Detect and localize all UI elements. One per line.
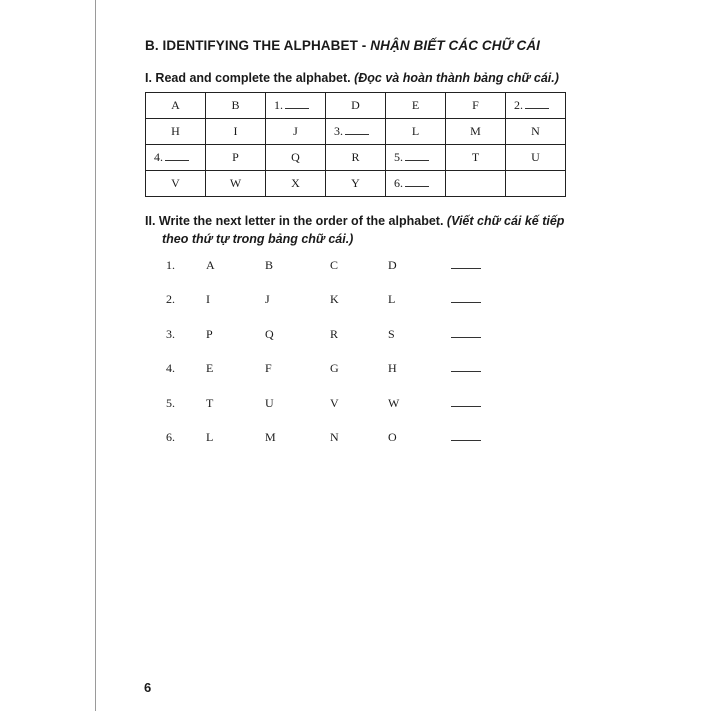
alphabet-letter-cell: R: [326, 145, 386, 171]
sequence-row: [0, 258, 711, 276]
answer-blank-line[interactable]: [405, 151, 429, 161]
alphabet-letter-cell: M: [446, 119, 506, 145]
alphabet-letter-cell: N: [506, 119, 566, 145]
sequence-letter: F: [265, 361, 272, 375]
page-binding-edge: [95, 0, 96, 711]
alphabet-letter-cell: U: [506, 145, 566, 171]
alphabet-letter-cell: L: [386, 119, 446, 145]
alphabet-letter-cell: F: [446, 93, 506, 119]
sequence-number: 2.: [166, 292, 175, 306]
sequence-letter: U: [265, 396, 274, 410]
sequence-letter: D: [388, 258, 397, 272]
sequence-letter: E: [206, 361, 214, 375]
alphabet-letter-cell: J: [266, 119, 326, 145]
sequence-letter: A: [206, 258, 215, 272]
alphabet-letter-cell: T: [446, 145, 506, 171]
sequence-letter: S: [388, 327, 395, 341]
sequence-letter: C: [330, 258, 339, 272]
blank-number: 1.: [274, 98, 283, 112]
sequence-letter: J: [265, 292, 270, 306]
sequence-letter: W: [388, 396, 400, 410]
sequence-row: [0, 292, 711, 310]
answer-blank-line[interactable]: [451, 371, 481, 372]
sequence-number: 1.: [166, 258, 175, 272]
sequence-letter: T: [206, 396, 214, 410]
answer-blank-line[interactable]: [345, 125, 369, 135]
sequence-row: [0, 361, 711, 379]
alphabet-letter-cell: P: [206, 145, 266, 171]
sequence-letter: I: [206, 292, 210, 306]
sequence-letter: N: [330, 430, 339, 444]
alphabet-row: [146, 119, 566, 145]
page-number: 6: [144, 680, 152, 695]
sequence-letter: B: [265, 258, 274, 272]
section-title-vn: NHẬN BIẾT CÁC CHỮ CÁI: [370, 38, 541, 53]
sequence-number: 4.: [166, 361, 175, 375]
exercise-2-heading: [145, 212, 585, 248]
sequence-letter: G: [330, 361, 339, 375]
sequence-letter: P: [206, 327, 213, 341]
sequence-letter: Q: [265, 327, 274, 341]
alphabet-table: [145, 92, 566, 197]
alphabet-row: [146, 171, 566, 197]
alphabet-blank-cell: [386, 171, 446, 197]
sequence-number: 6.: [166, 430, 175, 444]
alphabet-letter-cell: Y: [326, 171, 386, 197]
exercise-2-instruction: II. Write the next letter in the order of the alphabet.: [145, 214, 444, 228]
alphabet-letter-cell: W: [206, 171, 266, 197]
answer-blank-line[interactable]: [451, 406, 481, 407]
alphabet-blank-cell: [326, 119, 386, 145]
sequence-number: 3.: [166, 327, 175, 341]
blank-number: 3.: [334, 124, 343, 138]
alphabet-empty-cell: [446, 171, 506, 197]
alphabet-letter-cell: H: [146, 119, 206, 145]
answer-blank-line[interactable]: [405, 177, 429, 187]
exercise-2-instruction-vn-cont: theo thứ tự trong bảng chữ cái.): [162, 232, 354, 246]
blank-number: 2.: [514, 98, 523, 112]
answer-blank-line[interactable]: [285, 99, 309, 109]
answer-blank-line[interactable]: [451, 440, 481, 441]
answer-blank-line[interactable]: [451, 337, 481, 338]
alphabet-blank-cell: [266, 93, 326, 119]
sequence-row: [0, 430, 711, 448]
alphabet-letter-cell: E: [386, 93, 446, 119]
sequence-letter: R: [330, 327, 339, 341]
sequence-letter: H: [388, 361, 397, 375]
alphabet-empty-cell: [506, 171, 566, 197]
exercise-1-heading: [145, 71, 559, 85]
alphabet-letter-cell: I: [206, 119, 266, 145]
blank-number: 4.: [154, 150, 163, 164]
blank-number: 5.: [394, 150, 403, 164]
section-title-en: B. IDENTIFYING THE ALPHABET -: [145, 38, 367, 53]
blank-number: 6.: [394, 176, 403, 190]
sequence-letter: L: [388, 292, 396, 306]
exercise-1-instruction-vn: (Đọc và hoàn thành bảng chữ cái.): [354, 71, 559, 85]
alphabet-letter-cell: Q: [266, 145, 326, 171]
exercise-2-instruction-vn: (Viết chữ cái kế tiếp: [446, 214, 565, 228]
sequence-row: [0, 327, 711, 345]
sequence-letter: L: [206, 430, 214, 444]
sequence-number: 5.: [166, 396, 175, 410]
answer-blank-line[interactable]: [451, 302, 481, 303]
sequence-letter: M: [265, 430, 276, 444]
answer-blank-line[interactable]: [165, 151, 189, 161]
sequence-letter: V: [330, 396, 339, 410]
alphabet-letter-cell: V: [146, 171, 206, 197]
section-title: [145, 38, 540, 53]
alphabet-letter-cell: B: [206, 93, 266, 119]
alphabet-letter-cell: X: [266, 171, 326, 197]
answer-blank-line[interactable]: [451, 268, 481, 269]
alphabet-row: [146, 145, 566, 171]
alphabet-letter-cell: D: [326, 93, 386, 119]
alphabet-blank-cell: [506, 93, 566, 119]
answer-blank-line[interactable]: [525, 99, 549, 109]
alphabet-blank-cell: [386, 145, 446, 171]
sequence-letter: O: [388, 430, 397, 444]
alphabet-letter-cell: A: [146, 93, 206, 119]
sequence-row: [0, 396, 711, 414]
alphabet-row: [146, 93, 566, 119]
sequence-letter: K: [330, 292, 339, 306]
alphabet-blank-cell: [146, 145, 206, 171]
exercise-1-instruction: I. Read and complete the alphabet.: [145, 71, 351, 85]
